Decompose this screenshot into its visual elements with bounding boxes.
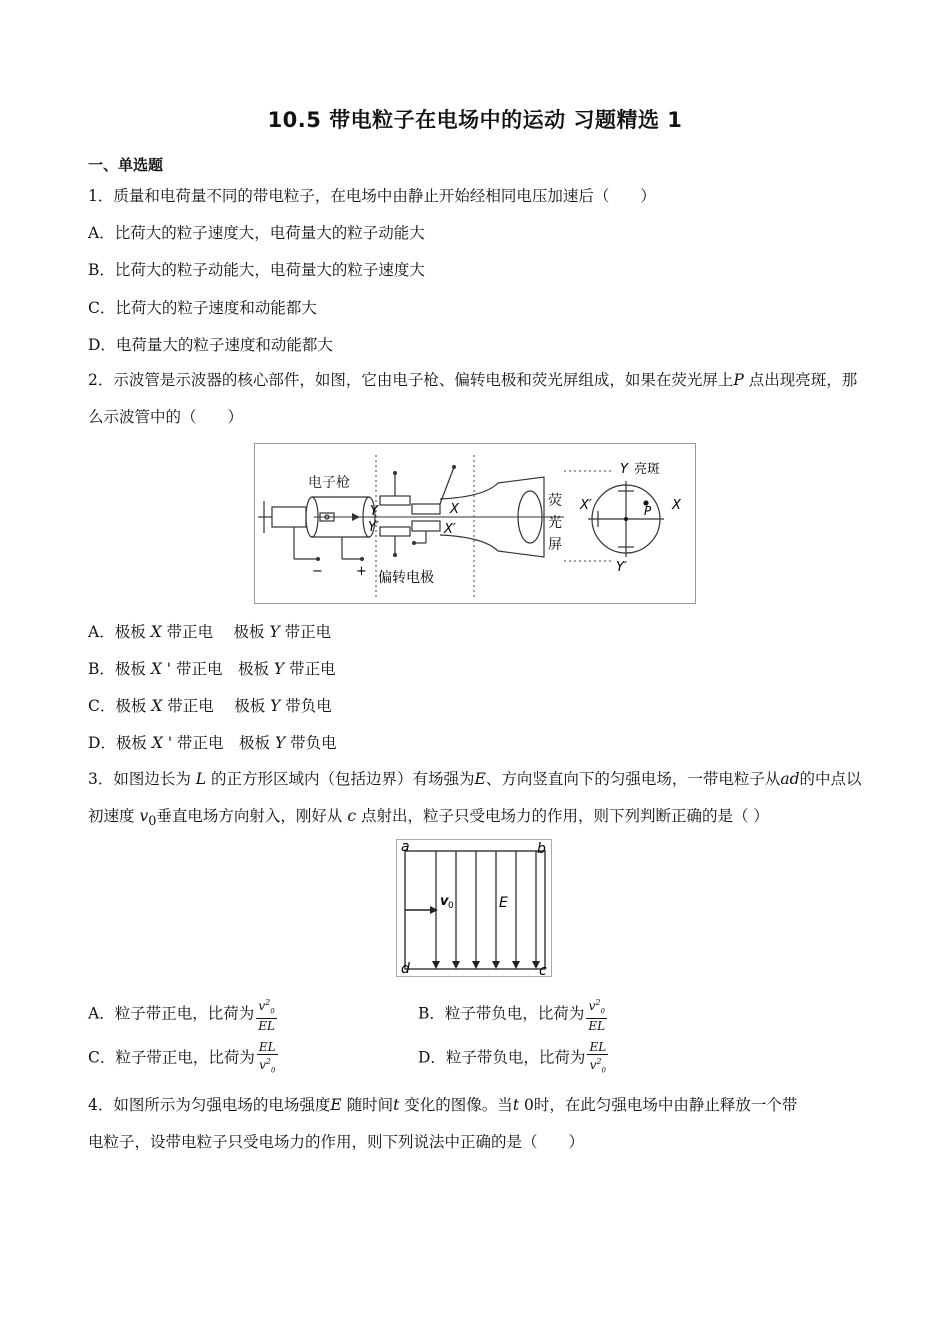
q2-c-y: Y — [270, 697, 281, 715]
q2-b-y: Y — [273, 660, 285, 678]
q3-stem-e2: 垂直电场方向射入，刚好从 — [156, 807, 343, 825]
q3-stem-v-sub: 0 — [148, 814, 157, 830]
q2-a-pre: A．极板 — [88, 623, 151, 641]
q4-stem-t2: t — [512, 1096, 520, 1114]
q2-option-d — [88, 731, 337, 753]
label-screen-p: P — [644, 504, 652, 518]
label-x-plate: X — [450, 502, 459, 517]
q3-c-den-sup: 2 — [265, 1057, 271, 1066]
q2-b-pre: B．极板 — [88, 660, 151, 678]
q3-d-den-v: v — [589, 1058, 597, 1072]
q3-stem — [88, 761, 863, 840]
q1-option-b: B．比荷大的粒子动能大，电荷量大的粒子速度大 — [88, 261, 425, 279]
q3-stem-a: 3．如图边长为 — [88, 770, 196, 788]
q2-a-mid: 带正电 极板 — [161, 623, 270, 641]
q2-d-y: Y — [274, 734, 286, 752]
q3-stem-f: 点射出，粒子只受电场力的作用，则下列判断正确的是（ ） — [360, 807, 769, 825]
label-screen-y: Y — [620, 462, 628, 477]
label-y-plate: Y — [370, 504, 378, 519]
q1-option-a: A．比荷大的粒子速度大，电荷量大的粒子动能大 — [88, 224, 425, 242]
x-terminal — [452, 465, 456, 469]
yp-terminal — [393, 553, 397, 557]
q2-c-pre: C．极板 — [88, 697, 152, 715]
q3-option-c — [88, 1040, 278, 1077]
q3-a-num-sub: 0 — [270, 1007, 275, 1016]
label-screen-3: 屏 — [548, 537, 562, 553]
label-corner-c: c — [539, 963, 547, 977]
q3-b-num-sup: 2 — [595, 998, 601, 1007]
q2-stem-p: P — [733, 371, 744, 389]
xp-terminal — [412, 541, 416, 545]
q3-d-fraction — [587, 1040, 608, 1077]
label-screen-2: 光 — [548, 515, 562, 531]
q4-stem-t: t — [393, 1096, 400, 1114]
q2-d-x: X ' — [151, 734, 173, 752]
q2-a-y: Y — [269, 623, 280, 641]
q1-option-d: D．电荷量大的粒子速度和动能都大 — [88, 336, 333, 354]
q3-b-den: EL — [588, 1019, 606, 1034]
q2-b-mid: 带正电 极板 — [171, 660, 274, 678]
q3-b-fraction — [586, 996, 607, 1033]
oscilloscope-tube-figure — [254, 443, 696, 604]
q4-stem-line1 — [88, 1093, 797, 1115]
label-plus: + — [356, 564, 367, 579]
label-screen-x: X — [672, 498, 681, 513]
q2-d-mid: 带正电 极板 — [172, 734, 275, 752]
figure-frame — [397, 840, 552, 977]
q1-stem: 1．质量和电荷量不同的带电粒子，在电场中由静止开始经相同电压加速后（ ） — [88, 187, 656, 205]
q2-option-c — [88, 694, 332, 716]
label-screen-xp: X′ — [580, 498, 592, 513]
screen-center — [624, 517, 628, 521]
page-title: 10.5 带电粒子在电场中的运动 习题精选 1 — [267, 108, 683, 132]
terminal-minus — [316, 557, 320, 561]
terminal-plus — [360, 557, 364, 561]
q4-stem-b: 随时间 — [341, 1096, 394, 1114]
q3-stem-d: 的中点以初速度 — [88, 770, 862, 825]
q3-option-d — [418, 1040, 608, 1077]
q3-d-text: D．粒子带负电，比荷为 — [418, 1048, 586, 1067]
q4-stem-c: 变化的图像。当 — [399, 1096, 513, 1114]
label-yp-plate: Y′ — [368, 520, 379, 535]
q3-d-den-sup: 2 — [596, 1057, 602, 1066]
q2-c-x: X — [151, 697, 163, 715]
label-corner-b: b — [537, 841, 546, 857]
q2-c-post: 带负电 — [280, 697, 332, 715]
q3-option-b — [418, 996, 607, 1033]
q2-option-a — [88, 620, 331, 642]
q3-stem-c: 、方向竖直向下的匀强电场，一带电粒子从 — [485, 770, 781, 788]
q4-stem-d: 0时，在此匀强电场中由静止释放一个带 — [519, 1096, 798, 1114]
q3-stem-ad: ad — [780, 770, 800, 788]
q3-b-num-v: v — [588, 999, 596, 1013]
q4-stem-a: 4．如图所示为匀强电场的电场强度 — [88, 1096, 331, 1114]
section-heading: 一、单选题 — [88, 156, 164, 174]
figure-frame — [255, 444, 696, 604]
label-screen-1: 荧 — [548, 493, 562, 509]
label-electron-gun: 电子枪 — [308, 475, 350, 491]
q3-b-text: B．粒子带负电，比荷为 — [418, 1004, 585, 1023]
square-field-figure — [396, 839, 552, 977]
q2-b-x: X ' — [150, 660, 172, 678]
label-field-e: E — [499, 895, 508, 911]
q3-a-num-sup: 2 — [265, 998, 271, 1007]
q3-a-den: EL — [258, 1019, 275, 1034]
label-xp-plate: X′ — [444, 522, 456, 537]
q2-stem-pre: 2．示波管是示波器的核心部件，如图，它由电子枪、偏转电极和荧光屏组成，如果在荧光屏上 — [88, 371, 734, 389]
label-bright-spot: 亮斑 — [634, 462, 661, 477]
label-corner-a: a — [401, 839, 410, 855]
q2-stem-post: 点出现亮斑，那么示波管中的（ ） — [88, 371, 858, 426]
q2-b-post: 带正电 — [284, 660, 336, 678]
q3-c-den-v: v — [259, 1058, 266, 1072]
label-v0: v — [440, 894, 449, 909]
q2-d-post: 带负电 — [285, 734, 337, 752]
label-v0-sub: 0 — [448, 901, 454, 911]
q3-b-num-sub: 0 — [600, 1007, 605, 1016]
q3-a-fraction — [256, 996, 277, 1033]
q3-c-num: EL — [258, 1040, 276, 1054]
label-deflection-electrodes: 偏转电极 — [378, 570, 434, 586]
q4-stem-e: E — [330, 1096, 342, 1114]
q3-stem-e: E — [474, 770, 486, 788]
q3-stem-cc: c — [342, 807, 361, 825]
q3-stem-v: v — [139, 807, 149, 825]
q2-c-mid: 带正电 极板 — [162, 697, 271, 715]
q3-stem-b: 的正方形区域内（包括边界）有场强为 — [206, 770, 475, 788]
q2-d-pre: D．极板 — [88, 734, 152, 752]
q3-c-fraction — [257, 1040, 278, 1077]
label-screen-yp: Y′ — [616, 560, 627, 575]
q3-c-den-sub: 0 — [270, 1066, 276, 1075]
q2-option-b — [88, 657, 336, 679]
q4-stem-line2: 电粒子，设带电粒子只受电场力的作用，则下列说法中正确的是（ ） — [88, 1133, 585, 1151]
q2-a-x: X — [150, 623, 162, 641]
q3-c-text: C．粒子带正电，比荷为 — [88, 1048, 255, 1067]
y-terminal — [393, 471, 397, 475]
q3-a-text: A．粒子带正电，比荷为 — [88, 1004, 255, 1023]
q3-option-a — [88, 996, 277, 1033]
q3-a-num-v: v — [258, 999, 266, 1013]
label-minus: − — [312, 564, 323, 579]
q3-d-num: EL — [589, 1040, 607, 1054]
q2-stem — [88, 362, 863, 436]
q3-stem-l: L — [195, 770, 207, 788]
label-corner-d: d — [401, 961, 410, 977]
q2-a-post: 带正电 — [279, 623, 332, 641]
q1-option-c: C．比荷大的粒子速度和动能都大 — [88, 299, 317, 317]
q3-d-den-sub: 0 — [601, 1066, 606, 1075]
